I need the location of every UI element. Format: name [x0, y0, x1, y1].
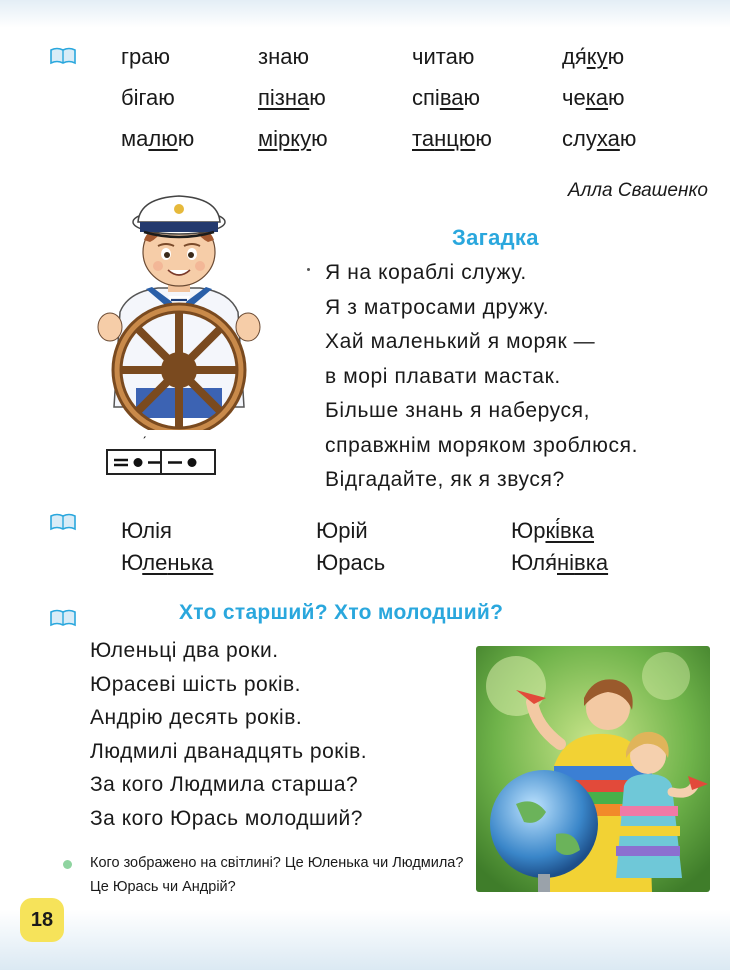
photo-illustration: [476, 646, 710, 892]
riddle-poem: [325, 256, 638, 498]
poem-line: Я з матросами дружу.: [325, 295, 550, 319]
name-word: Юля́нівка: [511, 550, 609, 575]
page-number: 18: [20, 898, 64, 942]
name-word: Юрась: [316, 550, 386, 575]
story-line: За кого Юрась молодший?: [90, 806, 363, 830]
syllable-word: граю: [121, 44, 170, 69]
poem-line: Хай маленький я моряк —: [325, 330, 596, 353]
syllable-scheme-2: [160, 451, 214, 473]
name-word: Юрій: [316, 518, 368, 543]
section-title: Хто старший? Хто молодший?: [179, 601, 504, 624]
poem-line: в морі плавати мастак.: [325, 364, 561, 388]
syllable-word: малюю: [121, 126, 195, 151]
question-bullet: [63, 860, 72, 869]
word-scheme: [106, 449, 216, 475]
photo-question: Кого зображено на світлині? Це Юленька чи Людмила? Це Юрась чи Андрій?: [90, 855, 464, 895]
syllable-word: співаю: [412, 85, 480, 110]
sailor-boy-illustration: [88, 192, 270, 430]
top-band: [0, 0, 730, 28]
poem-line: справжнім моряком зроблюся.: [325, 433, 639, 457]
author-name: Алла Свашенко: [567, 180, 708, 201]
syllable-word: міркую: [258, 126, 328, 151]
riddle-title: Загадка: [452, 225, 539, 250]
story-line: Юрасеві шість років.: [90, 672, 302, 696]
syllable-scheme-1: [108, 451, 160, 473]
scheme-symbols-2: [162, 451, 206, 473]
name-word: Юлія: [121, 518, 172, 543]
syllable-word: слухаю: [562, 126, 637, 151]
syllable-word: дя́кую: [562, 44, 625, 69]
poem-line: Більше знань я наберуся,: [325, 399, 591, 422]
poem-line: Я на кораблі служу.: [325, 261, 527, 284]
syllable-word: знаю: [258, 44, 309, 69]
children-photo: [476, 646, 710, 892]
book-icon: [50, 513, 76, 531]
syllable-word: читаю: [412, 44, 475, 69]
name-word: Юркі́вка: [511, 518, 595, 543]
age-story: [90, 634, 367, 836]
syllable-word: бігаю: [121, 85, 175, 110]
bottom-band: [0, 910, 730, 970]
story-line: Андрію десять років.: [90, 706, 303, 730]
syllable-word: пізнаю: [258, 85, 326, 110]
syllable-word: чекаю: [562, 85, 625, 110]
story-line: Людмилі дванадцять років.: [90, 739, 368, 763]
name-word: Юленька: [121, 550, 214, 575]
story-line: Юленьці два роки.: [90, 639, 279, 662]
syllable-word: танцюю: [412, 126, 492, 151]
story-line: За кого Людмила старша?: [90, 773, 359, 797]
book-icon: [50, 609, 76, 627]
book-icon: [50, 47, 76, 65]
poem-line: Відгадайте, як я звуся?: [325, 468, 565, 491]
bullet-dot: [307, 268, 310, 271]
